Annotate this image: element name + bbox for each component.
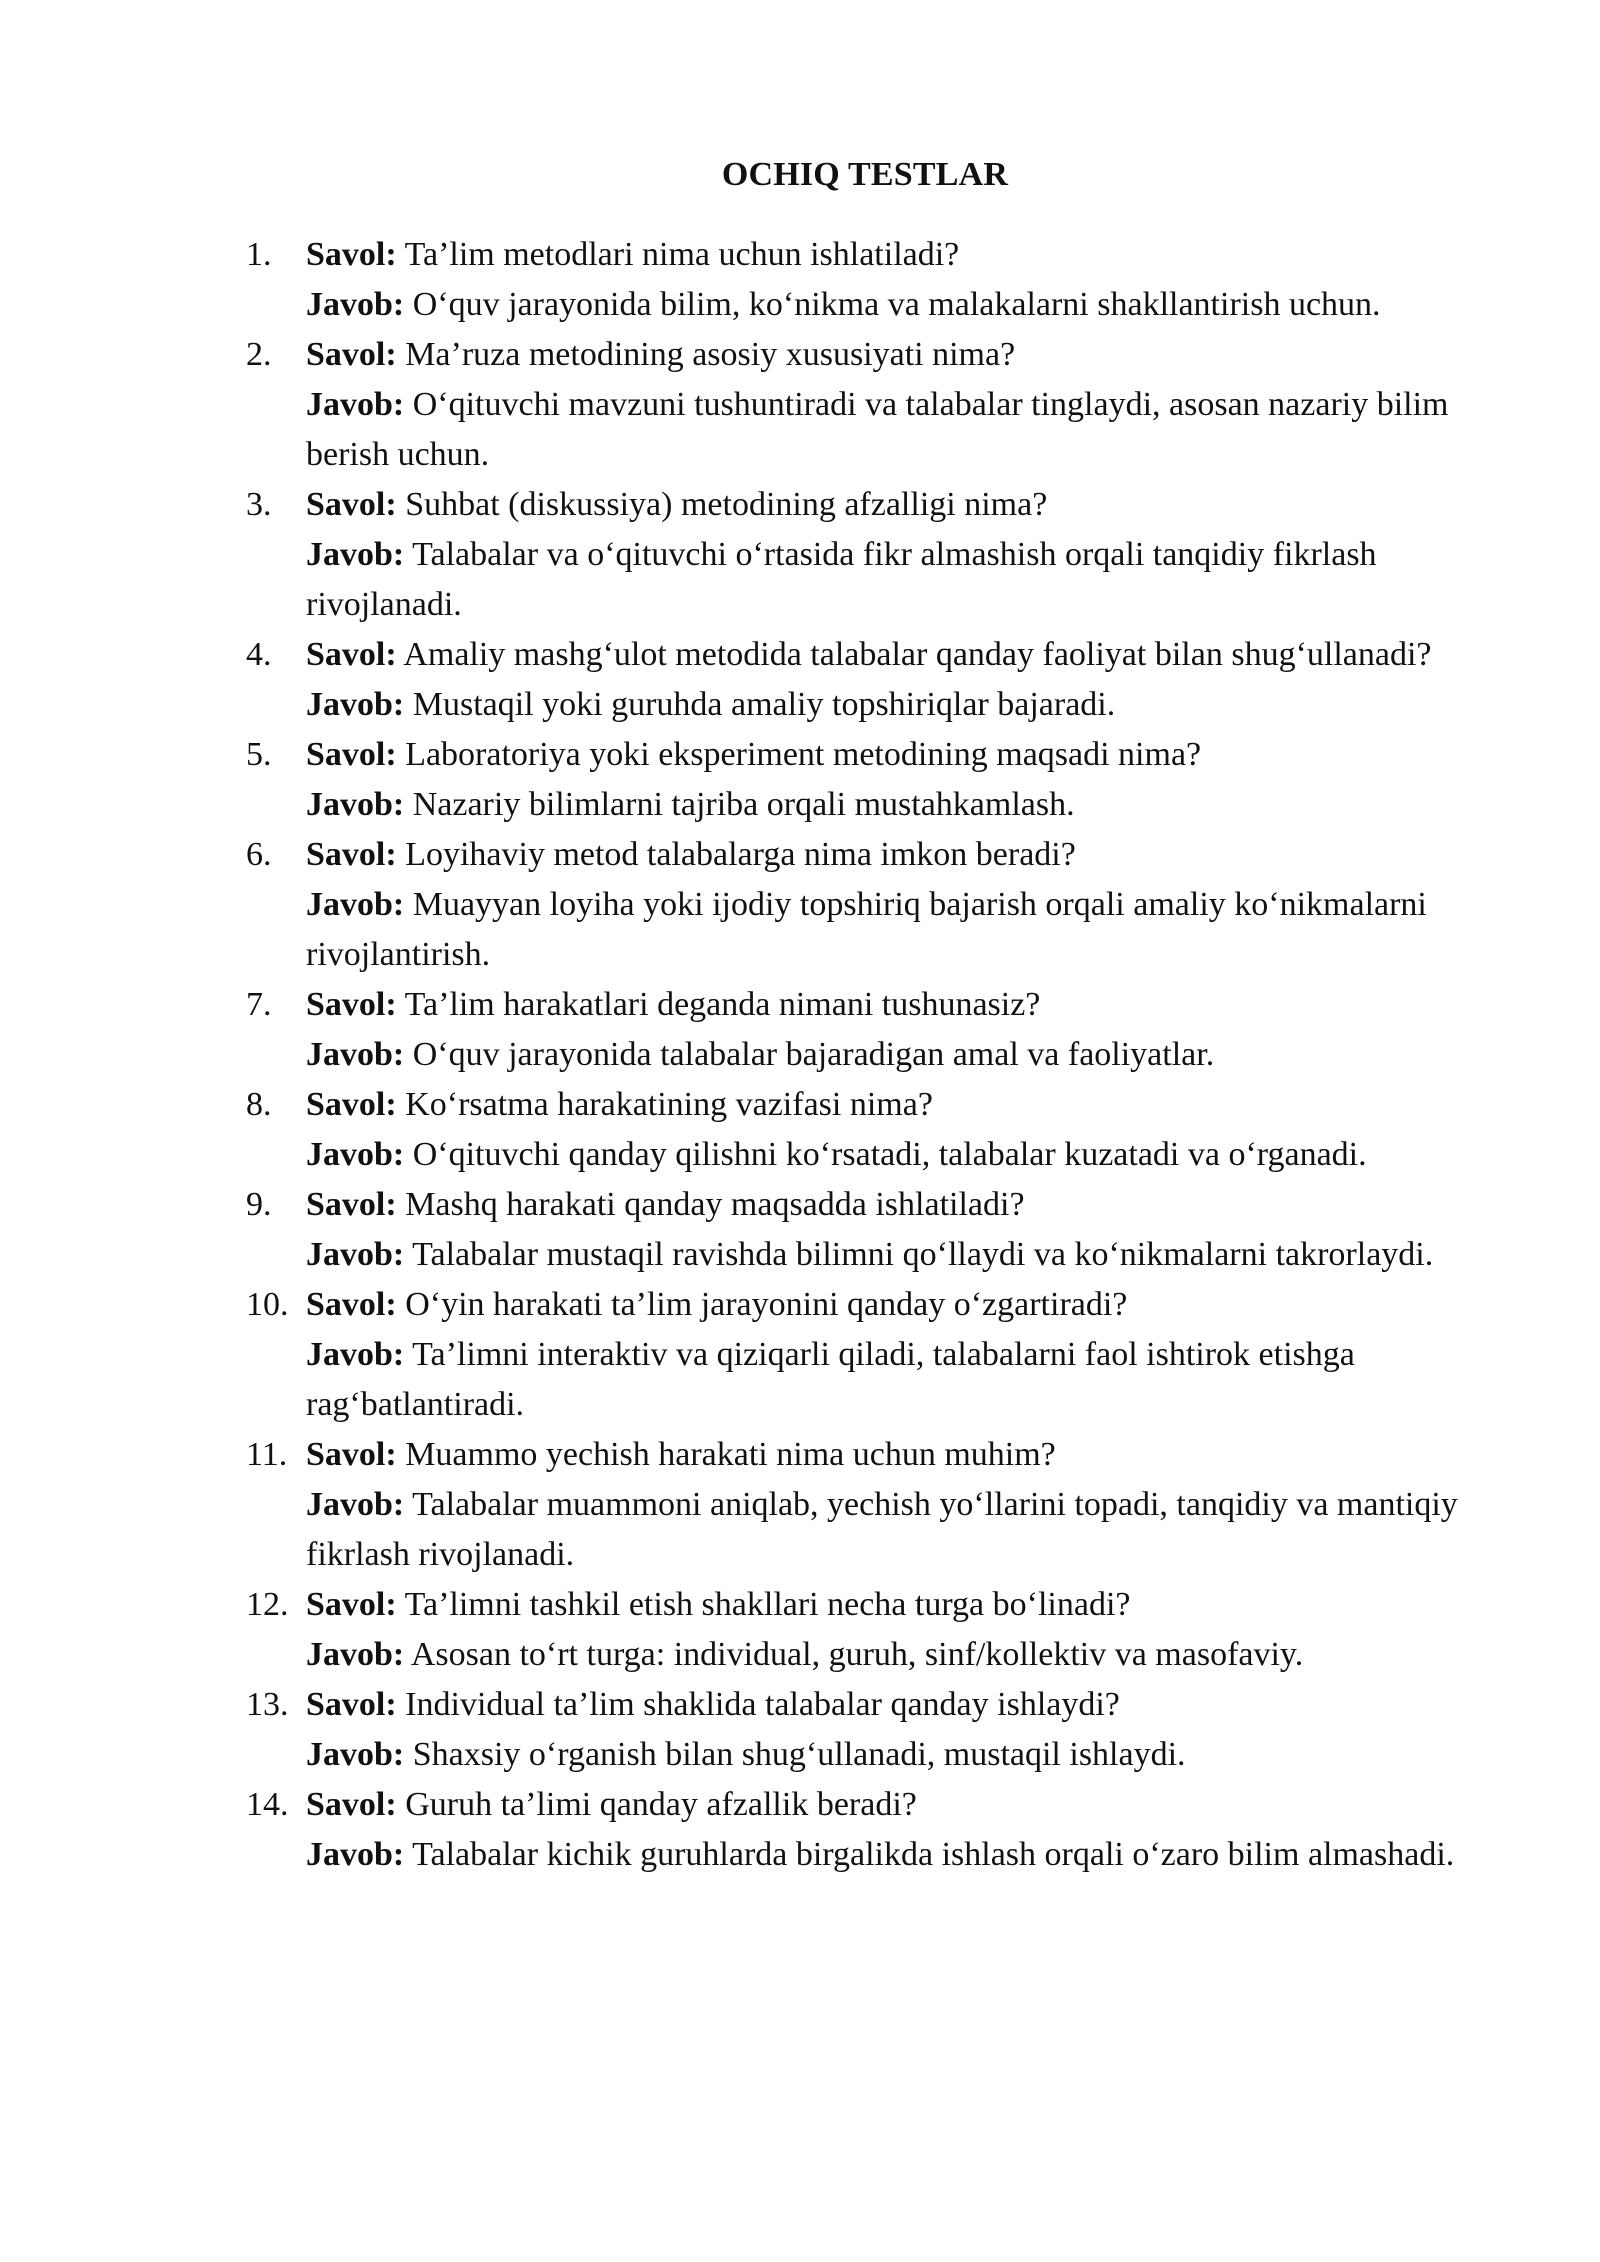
document-title: OCHIQ TESTLAR	[721, 156, 1009, 193]
answer-line	[306, 780, 1536, 830]
question-text: Mashq harakati qanday maqsadda ishlatiladi?	[405, 1186, 1025, 1223]
question-label: Savol:	[306, 836, 397, 873]
answer-text: O‘quv jarayonida talabalar bajaradigan amal va faoliyatlar.	[412, 1036, 1215, 1073]
list-item	[246, 980, 1536, 1080]
answer-line	[306, 380, 1536, 480]
answer-label: Javob:	[306, 536, 405, 573]
answer-text: Nazariy bilimlarni tajriba orqali mustahkamlash.	[412, 786, 1075, 823]
question-label: Savol:	[306, 1086, 397, 1123]
answer-text: Talabalar kichik guruhlarda birgalikda ishlash orqali o‘zaro bilim almashadi.	[412, 1836, 1455, 1873]
answer-text: Shaxsiy o‘rganish bilan shug‘ullanadi, mustaqil ishlaydi.	[412, 1736, 1186, 1773]
question-label: Savol:	[306, 986, 397, 1023]
answer-label: Javob:	[306, 1736, 405, 1773]
list-item	[246, 730, 1536, 830]
answer-line	[306, 1480, 1536, 1580]
question-line	[306, 630, 1536, 680]
question-label: Savol:	[306, 1436, 397, 1473]
answer-label: Javob:	[306, 686, 405, 723]
question-line	[306, 1180, 1536, 1230]
question-line	[306, 1780, 1536, 1830]
question-label: Savol:	[306, 736, 397, 773]
answer-line	[306, 880, 1536, 980]
answer-label: Javob:	[306, 1636, 405, 1673]
answer-label: Javob:	[306, 786, 405, 823]
question-line	[306, 1580, 1536, 1630]
answer-label: Javob:	[306, 1836, 405, 1873]
item-number: 8.	[246, 1086, 272, 1123]
list-item	[246, 1680, 1536, 1780]
item-number: 6.	[246, 836, 272, 873]
answer-label: Javob:	[306, 386, 405, 423]
answer-line	[306, 1830, 1536, 1880]
answer-label: Javob:	[306, 286, 405, 323]
answer-line	[306, 280, 1536, 330]
list-item	[246, 330, 1536, 480]
answer-label: Javob:	[306, 1336, 405, 1373]
item-number: 7.	[246, 986, 272, 1023]
item-number: 12.	[246, 1586, 289, 1623]
question-text: Loyihaviy metod talabalarga nima imkon beradi?	[405, 836, 1076, 873]
answer-text: O‘qituvchi mavzuni tushuntiradi va talabalar tinglaydi, asosan nazariy bilim berish uchun.	[306, 386, 1449, 473]
list-item	[246, 1180, 1536, 1280]
question-label: Savol:	[306, 636, 397, 673]
answer-line	[306, 1030, 1536, 1080]
question-label: Savol:	[306, 486, 397, 523]
question-label: Savol:	[306, 1186, 397, 1223]
answer-text: Ta’limni interaktiv va qiziqarli qiladi, talabalarni faol ishtirok etishga rag‘batlantiradi.	[306, 1336, 1355, 1423]
question-answer-list	[246, 230, 1536, 1880]
question-text: Suhbat (diskussiya) metodining afzalligi nima?	[405, 486, 1048, 523]
answer-line	[306, 1630, 1536, 1680]
question-text: Ta’limni tashkil etish shakllari necha turga bo‘linadi?	[404, 1586, 1131, 1623]
answer-text: Asosan to‘rt turga: individual, guruh, sinf/kollektiv va masofaviy.	[410, 1636, 1304, 1673]
list-item	[246, 1430, 1536, 1580]
answer-text: Muayyan loyiha yoki ijodiy topshiriq bajarish orqali amaliy ko‘nikmalarni rivojlantirish.	[306, 886, 1427, 973]
answer-label: Javob:	[306, 1136, 405, 1173]
question-line	[306, 1680, 1536, 1730]
answer-text: Talabalar va o‘qituvchi o‘rtasida fikr almashish orqali tanqidiy fikrlash rivojlanadi.	[306, 536, 1377, 623]
list-item	[246, 630, 1536, 730]
question-text: Ma’ruza metodining asosiy xususiyati nima?	[405, 336, 1016, 373]
answer-text: Talabalar mustaqil ravishda bilimni qo‘llaydi va ko‘nikmalarni takrorlaydi.	[412, 1236, 1434, 1273]
question-text: Ta’lim harakatlari deganda nimani tushunasiz?	[404, 986, 1041, 1023]
answer-text: Mustaqil yoki guruhda amaliy topshiriqlar bajaradi.	[412, 686, 1116, 723]
answer-text: O‘quv jarayonida bilim, ko‘nikma va malakalarni shakllantirish uchun.	[412, 286, 1381, 323]
question-label: Savol:	[306, 336, 397, 373]
item-number: 10.	[246, 1286, 289, 1323]
list-item	[246, 480, 1536, 630]
item-number: 13.	[246, 1686, 289, 1723]
answer-line	[306, 680, 1536, 730]
question-text: Amaliy mashg‘ulot metodida talabalar qanday faoliyat bilan shug‘ullanadi?	[403, 636, 1432, 673]
question-line	[306, 1430, 1536, 1480]
question-text: Ko‘rsatma harakatining vazifasi nima?	[405, 1086, 933, 1123]
question-line	[306, 1280, 1536, 1330]
item-number: 2.	[246, 336, 272, 373]
question-line	[306, 330, 1536, 380]
question-label: Savol:	[306, 1686, 397, 1723]
question-label: Savol:	[306, 1286, 397, 1323]
answer-label: Javob:	[306, 1236, 405, 1273]
answer-text: O‘qituvchi qanday qilishni ko‘rsatadi, talabalar kuzatadi va o‘rganadi.	[412, 1136, 1367, 1173]
answer-line	[306, 1230, 1536, 1280]
question-text: Ta’lim metodlari nima uchun ishlatiladi?	[404, 236, 960, 273]
list-item	[246, 1580, 1536, 1680]
item-number: 1.	[246, 236, 272, 273]
answer-line	[306, 1130, 1536, 1180]
answer-text: Talabalar muammoni aniqlab, yechish yo‘llarini topadi, tanqidiy va mantiqiy fikrlash rivojlanadi.	[306, 1486, 1458, 1573]
question-line	[306, 980, 1536, 1030]
question-label: Savol:	[306, 236, 397, 273]
item-number: 9.	[246, 1186, 272, 1223]
item-number: 14.	[246, 1786, 289, 1823]
answer-label: Javob:	[306, 886, 405, 923]
list-item	[246, 1780, 1536, 1880]
question-line	[306, 830, 1536, 880]
question-line	[306, 1080, 1536, 1130]
question-text: Individual ta’lim shaklida talabalar qanday ishlaydi?	[405, 1686, 1120, 1723]
list-item	[246, 1080, 1536, 1180]
list-item	[246, 830, 1536, 980]
list-item	[246, 230, 1536, 330]
question-line	[306, 730, 1536, 780]
answer-label: Javob:	[306, 1486, 405, 1523]
item-number: 4.	[246, 636, 272, 673]
answer-label: Javob:	[306, 1036, 405, 1073]
question-label: Savol:	[306, 1786, 397, 1823]
question-text: Laboratoriya yoki eksperiment metodining maqsadi nima?	[405, 736, 1202, 773]
question-text: O‘yin harakati ta’lim jarayonini qanday o‘zgartiradi?	[405, 1286, 1128, 1323]
item-number: 11.	[246, 1436, 288, 1473]
list-item	[246, 1280, 1536, 1430]
question-text: Muammo yechish harakati nima uchun muhim?	[405, 1436, 1056, 1473]
question-line	[306, 230, 1536, 280]
item-number: 5.	[246, 736, 272, 773]
question-text: Guruh ta’limi qanday afzallik beradi?	[405, 1786, 917, 1823]
question-label: Savol:	[306, 1586, 397, 1623]
answer-line	[306, 530, 1536, 630]
item-number: 3.	[246, 486, 272, 523]
question-line	[306, 480, 1536, 530]
answer-line	[306, 1330, 1536, 1430]
answer-line	[306, 1730, 1536, 1780]
